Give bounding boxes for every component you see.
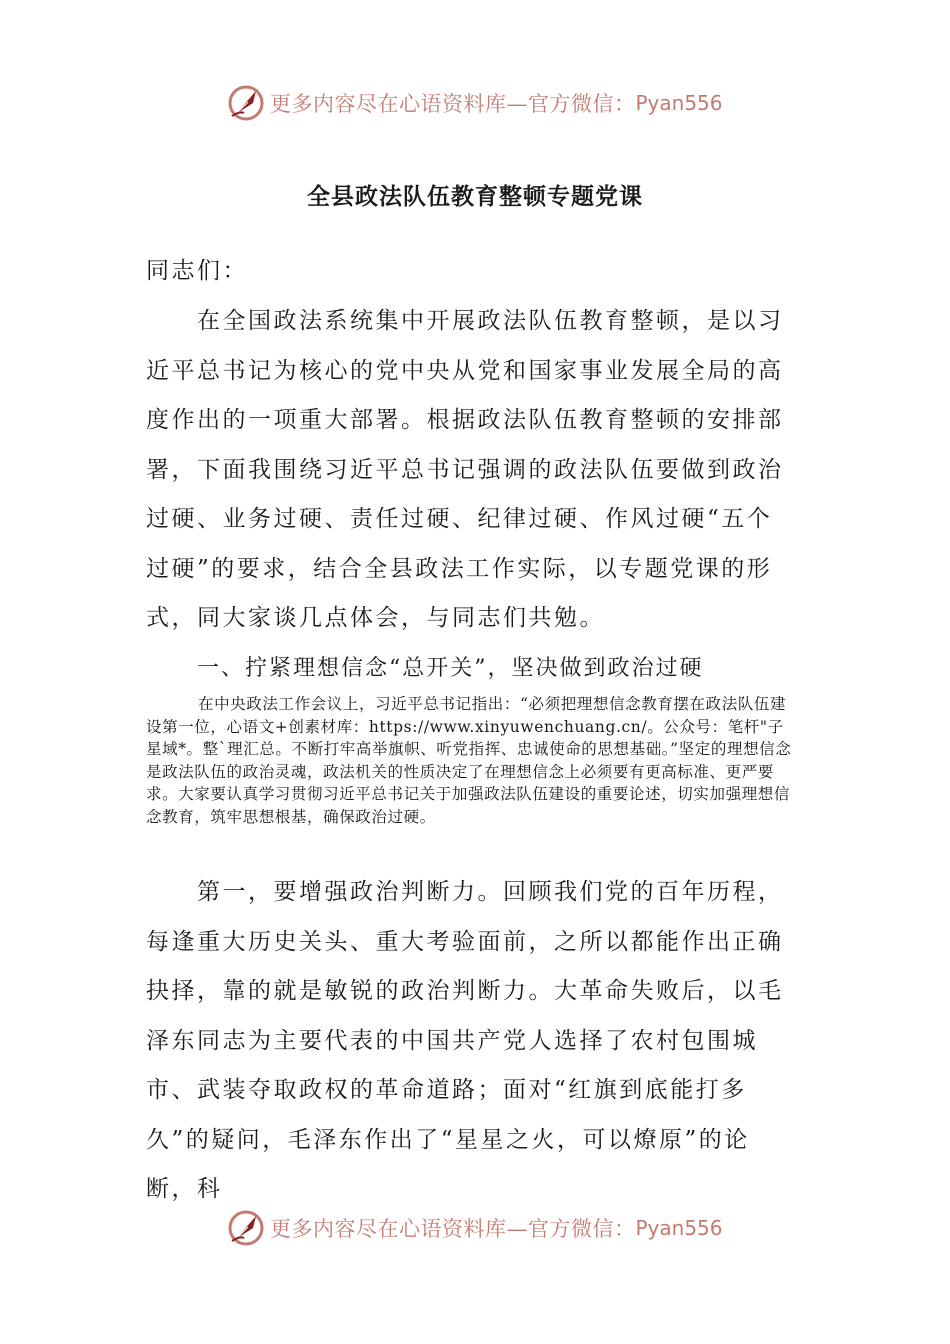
watermark-text: 更多内容尽在心语资料库—官方微信： bbox=[270, 1217, 636, 1241]
watermark-handle: Pyan556 bbox=[635, 91, 723, 115]
section-heading: 一、拧紧理想信念“总开关”，坚决做到政治过硬 bbox=[197, 656, 704, 681]
watermark-text: 更多内容尽在心语资料库—官方微信： bbox=[270, 92, 636, 116]
footer-watermark bbox=[226, 1208, 723, 1248]
header-watermark bbox=[226, 83, 723, 123]
quill-logo-icon bbox=[226, 1208, 266, 1248]
watermark-handle: Pyan556 bbox=[635, 1216, 723, 1240]
quill-logo-icon bbox=[226, 83, 266, 123]
document-title: 全县政法队伍教育整顿专题党课 bbox=[307, 183, 643, 210]
first-point-paragraph: 第一，要增强政治判断力。回顾我们党的百年历程，每逢重大历史关头、重大考验面前，之所以都能作出正确抉择，靠的就是敏锐的政治判断力。大革命失败后，以毛泽东同志为主要代表的中国共产党人选择了农村包围城市、武装夺取政权的革命道路；面对“红旗到底能打多久”的疑问，毛泽东作出了“星星之火，可以燎原”的论断，科 bbox=[146, 879, 784, 1202]
quote-paragraph: 在中央政法工作会议上，习近平总书记指出：“必须把理想信念教育摆在政法队伍建设第一位，心语文+创素材库：https://www.xinyuwenchuang.cn/。公众号：笔杆"子星域*。整`理汇总。不断打牢高举旗帜、听党指挥、忠诚使命的思想基础。”坚定的理想信念是政法队伍的政治灵魂，政法机关的性质决定了在理想信念上必须要有更高标准、更严要求。大家要认真学习贯彻习近平总书记关于加强政法队伍建设的重要论述，切实加强理想信念教育，筑牢思想根基，确保政治过硬。 bbox=[146, 695, 792, 826]
intro-paragraph: 在全国政法系统集中开展政法队伍教育整顿，是以习近平总书记为核心的党中央从党和国家事业发展全局的高度作出的一项重大部署。根据政法队伍教育整顿的安排部署，下面我围绕习近平总书记强调的政法队伍要做到政治过硬、业务过硬、责任过硬、纪律过硬、作风过硬“五个过硬”的要求，结合全县政法工作实际，以专题党课的形式，同大家谈几点体会，与同志们共勉。 bbox=[146, 308, 784, 631]
salutation: 同志们： bbox=[146, 258, 248, 284]
